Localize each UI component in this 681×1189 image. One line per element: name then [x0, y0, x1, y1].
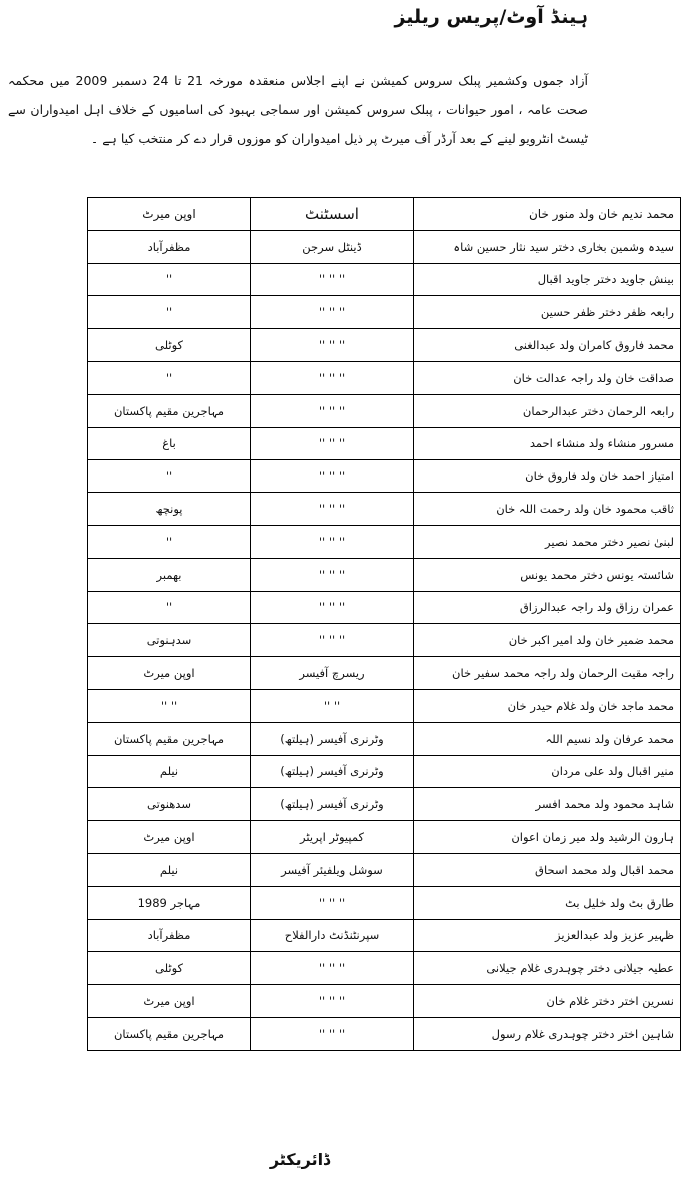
name-cell: لبنیٰ نصیر دختر محمد نصیر	[414, 525, 681, 558]
area-cell: ''	[88, 361, 251, 394]
name-cell: راجہ مقیت الرحمان ولد راجہ محمد سفیر خان	[414, 657, 681, 690]
area-cell: ''	[88, 460, 251, 493]
table-header-row	[88, 198, 681, 231]
name-cell: عطیہ جیلانی دختر چوہدری غلام جیلانی	[414, 952, 681, 985]
post-cell: '' '' ''	[251, 263, 414, 296]
name-cell: طارق بٹ ولد خلیل بٹ	[414, 886, 681, 919]
area-cell: کوٹلی	[88, 952, 251, 985]
area-cell: مظفرآباد	[88, 919, 251, 952]
name-cell: رابعہ الرحمان دختر عبدالرحمان	[414, 394, 681, 427]
area-cell: پونچھ	[88, 493, 251, 526]
table-row	[88, 460, 681, 493]
name-cell: مسرور منشاء ولد منشاء احمد	[414, 427, 681, 460]
area-cell: مظفرآباد	[88, 230, 251, 263]
name-cell: عمران رزاق ولد راجہ عبدالرزاق	[414, 591, 681, 624]
post-cell: وٹرنری آفیسر (ہیلتھ)	[251, 788, 414, 821]
table-row	[88, 591, 681, 624]
area-cell: باغ	[88, 427, 251, 460]
table-row	[88, 525, 681, 558]
post-cell: '' '' ''	[251, 985, 414, 1018]
name-cell: منیر اقبال ولد علی مردان	[414, 755, 681, 788]
name-cell: ہارون الرشید ولد میر زمان اعوان	[414, 821, 681, 854]
header-area-cell: اوپن میرٹ	[88, 198, 251, 231]
area-cell: مہاجرین مقیم پاکستان	[88, 1017, 251, 1050]
table-row	[88, 722, 681, 755]
name-cell: امتیاز احمد خان ولد فاروق خان	[414, 460, 681, 493]
name-cell: شائستہ یونس دختر محمد یونس	[414, 558, 681, 591]
table-row	[88, 263, 681, 296]
post-cell: سوشل ویلفیئر آفیسر	[251, 853, 414, 886]
name-cell: محمد اقبال ولد محمد اسحاق	[414, 853, 681, 886]
post-cell: '' '' ''	[251, 329, 414, 362]
name-cell: محمد ضمیر خان ولد امیر اکبر خان	[414, 624, 681, 657]
post-cell: '' '' ''	[251, 361, 414, 394]
area-cell: بھمبر	[88, 558, 251, 591]
name-cell: محمد ماجد خان ولد غلام حیدر خان	[414, 689, 681, 722]
area-cell: مہاجرین مقیم پاکستان	[88, 722, 251, 755]
name-cell: محمد فاروق کامران ولد عبدالغنی	[414, 329, 681, 362]
name-cell: بینش جاوید دختر جاوید اقبال	[414, 263, 681, 296]
post-cell: کمپیوٹر اپریٹر	[251, 821, 414, 854]
area-cell: سدہنوتی	[88, 624, 251, 657]
area-cell: ''	[88, 263, 251, 296]
area-cell: سدھنوتی	[88, 788, 251, 821]
area-cell: اوپن میرٹ	[88, 985, 251, 1018]
table-row	[88, 657, 681, 690]
page-title: ہینڈ آوٹ/پریس ریلیز	[394, 6, 588, 28]
header-post-cell: اسسٹنٹ	[251, 198, 414, 231]
area-cell: اوپن میرٹ	[88, 821, 251, 854]
table-row	[88, 624, 681, 657]
director-signature: ڈائریکٹر	[269, 1150, 331, 1169]
table-row	[88, 361, 681, 394]
post-cell: '' '' ''	[251, 591, 414, 624]
area-cell: اوپن میرٹ	[88, 657, 251, 690]
name-cell: شاہین اختر دختر چوہدری غلام رسول	[414, 1017, 681, 1050]
post-cell: وٹرنری آفیسر (ہیلتھ)	[251, 722, 414, 755]
post-cell: '' '' ''	[251, 886, 414, 919]
post-cell: ڈینٹل سرجن	[251, 230, 414, 263]
name-cell: رابعہ ظفر دختر ظفر حسین	[414, 296, 681, 329]
post-cell: '' '' ''	[251, 558, 414, 591]
table-row	[88, 558, 681, 591]
table-row	[88, 394, 681, 427]
results-table	[87, 197, 681, 1051]
table-row	[88, 952, 681, 985]
table-row	[88, 689, 681, 722]
post-cell: '' '' ''	[251, 525, 414, 558]
header-name-cell: محمد ندیم خان ولد منور خان	[414, 198, 681, 231]
name-cell: صداقت خان ولد راجہ عدالت خان	[414, 361, 681, 394]
area-cell: نیلم	[88, 755, 251, 788]
name-cell: سیدہ وشمین بخاری دختر سید نثار حسین شاہ	[414, 230, 681, 263]
table-row	[88, 296, 681, 329]
name-cell: ثاقب محمود خان ولد رحمت اللہ خان	[414, 493, 681, 526]
area-cell: ''	[88, 591, 251, 624]
table-row	[88, 230, 681, 263]
post-cell: '' '' ''	[251, 952, 414, 985]
post-cell: '' '' ''	[251, 624, 414, 657]
area-cell: مہاجر 1989	[88, 886, 251, 919]
area-cell: مہاجرین مقیم پاکستان	[88, 394, 251, 427]
area-cell: کوٹلی	[88, 329, 251, 362]
table-row	[88, 755, 681, 788]
name-cell: محمد عرفان ولد نسیم اللہ	[414, 722, 681, 755]
post-cell: '' '' ''	[251, 296, 414, 329]
table-row	[88, 493, 681, 526]
name-cell: شاہد محمود ولد محمد افسر	[414, 788, 681, 821]
table-row	[88, 919, 681, 952]
post-cell: '' ''	[251, 689, 414, 722]
post-cell: '' '' ''	[251, 427, 414, 460]
post-cell: '' '' ''	[251, 394, 414, 427]
table-row	[88, 853, 681, 886]
post-cell: وٹرنری آفیسر (ہیلتھ)	[251, 755, 414, 788]
post-cell: سپرنٹنڈنٹ دارالفلاح	[251, 919, 414, 952]
table-row	[88, 427, 681, 460]
area-cell: ''	[88, 296, 251, 329]
table-row	[88, 985, 681, 1018]
area-cell: '' ''	[88, 689, 251, 722]
table-row	[88, 329, 681, 362]
table-row	[88, 821, 681, 854]
area-cell: نیلم	[88, 853, 251, 886]
table-row	[88, 886, 681, 919]
post-cell: ریسرچ آفیسر	[251, 657, 414, 690]
name-cell: نسرین اختر دختر غلام خان	[414, 985, 681, 1018]
post-cell: '' '' ''	[251, 493, 414, 526]
intro-paragraph: آزاد جموں وکشمیر پبلک سروس کمیشن نے اپنے اجلاس منعقدہ مورخہ 21 تا 24 دسمبر 2009 میں محکمہ صحت عامہ ، امور حیوانات ، پبلک سروس کمیشن اور سماجی بہبود کی اسامیوں کے خلاف اہل امیدواران سے ٹیسٹ انٹرویو لینے کے بعد آرڈر آف میرٹ پر ذیل امیدواران کو موزوں قرار دے کر منتخب کیا ہے ۔	[8, 73, 588, 146]
table-row	[88, 788, 681, 821]
post-cell: '' '' ''	[251, 1017, 414, 1050]
post-cell: '' '' ''	[251, 460, 414, 493]
name-cell: ظہیر عزیز ولد عبدالعزیز	[414, 919, 681, 952]
table-row	[88, 1017, 681, 1050]
area-cell: ''	[88, 525, 251, 558]
